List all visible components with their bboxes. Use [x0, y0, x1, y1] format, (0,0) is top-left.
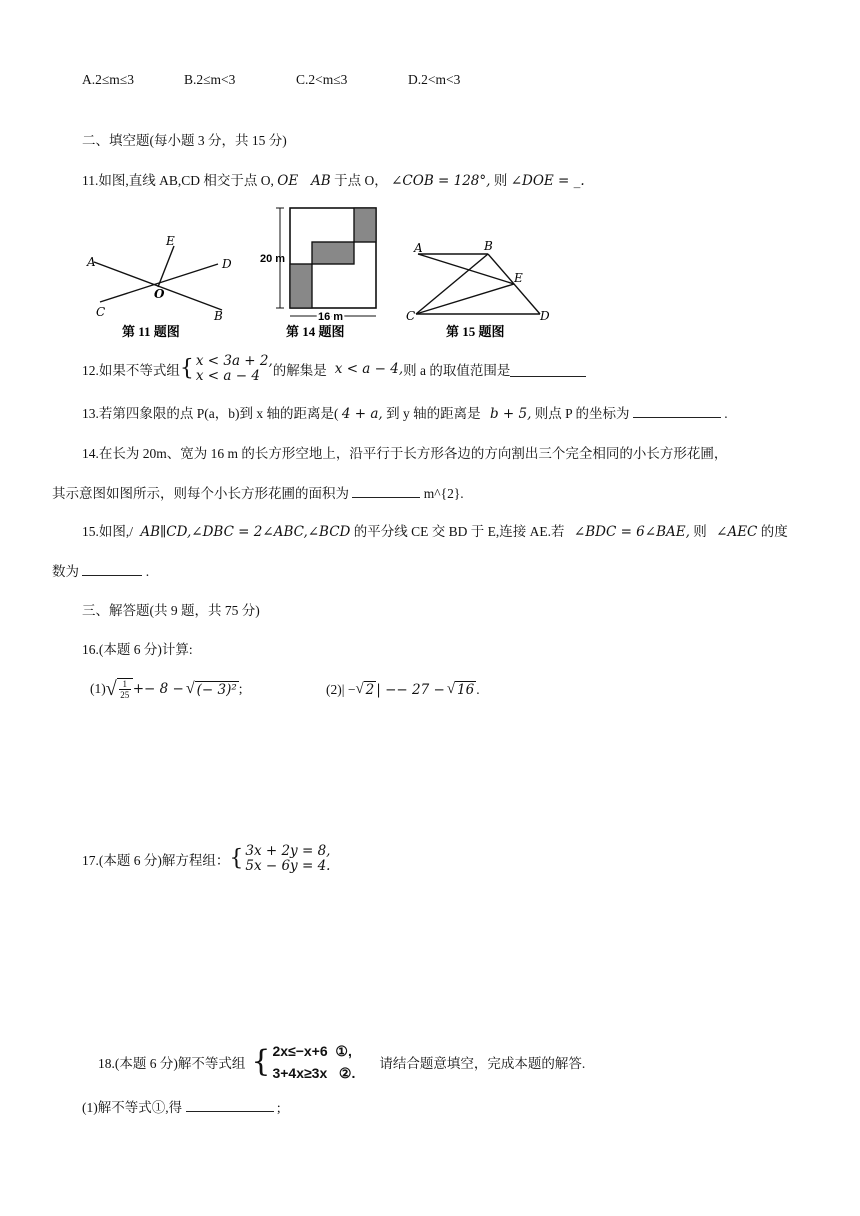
figure-11	[82, 232, 242, 340]
q17-row1: 3x + 2y = 8,	[245, 843, 331, 859]
q15-math1: AB∥CD,∠DBC = 2∠ABC,∠BCD	[140, 524, 351, 540]
q15-text-mid2: 则	[693, 524, 707, 539]
fig11-label-a: A	[87, 255, 96, 269]
fig11-label-c: C	[96, 305, 106, 319]
q15-answer-blank[interactable]	[82, 561, 142, 576]
q10-option-c: C.2<m≤3	[296, 72, 348, 87]
question-18-part1	[82, 1096, 281, 1116]
q16-p2-radical1: √	[355, 681, 364, 697]
q16-p1-frac-den: 25	[120, 690, 130, 700]
q18-brace: {	[251, 1044, 271, 1079]
q18-text-suffix: 请结合题意填空，完成本题的解答.	[379, 1056, 586, 1071]
question-16-title: 16.(本题 6 分)计算:	[82, 642, 193, 657]
question-15-line2	[52, 560, 149, 580]
q16-p2-sqrt2: 16	[457, 682, 475, 698]
section-title-solutions: 三、解答题(共 9 题，共 75 分)	[82, 603, 260, 618]
q18-part1-answer-blank[interactable]	[186, 1097, 274, 1112]
fig15-label-b: B	[484, 239, 493, 253]
q18-part1-end: ;	[276, 1100, 281, 1115]
fig11-caption: 第 11 题图	[122, 324, 180, 339]
q12-math: x < a − 4,	[334, 361, 404, 377]
q12-text-suffix: 则 a 的取值范围是	[403, 363, 511, 378]
q13-text-suffix: 则点 P 的坐标为	[534, 406, 630, 421]
q17-row2: 5x − 6y = 4.	[245, 858, 331, 874]
q13-text-mid: 到 y 轴的距离是	[386, 406, 481, 421]
q16-p2-sqrt1: 2	[365, 682, 375, 698]
q17-text: 17.(本题 6 分)解方程组：	[82, 853, 230, 868]
question-16-part1	[90, 678, 243, 700]
fig14-height-label: 20 m	[260, 253, 286, 265]
q16-p1-frac-num: 1	[122, 679, 127, 689]
q12-brace: {	[179, 356, 194, 381]
section-title-fill-in: 二、填空题(每小题 3 分，共 15 分)	[82, 133, 287, 148]
q15-text-line2: 数为	[52, 564, 79, 579]
q13-answer-blank[interactable]	[633, 403, 721, 418]
q12-answer-blank[interactable]	[510, 362, 586, 377]
fig15-label-a: A	[414, 241, 423, 255]
fig14-caption: 第 14 题图	[286, 324, 345, 339]
fig14-width-label: 16 m	[318, 311, 344, 323]
q18-part1-text: (1)解不等式①,得	[82, 1100, 183, 1115]
question-14-line1: 14.在长为 20m、宽为 16 m 的长方形空地上，沿平行于长方形各边的方向割出三个完全相同的小长方形花圃，	[82, 446, 728, 461]
q12-text: 12.如果不等式组	[82, 363, 180, 378]
question-14-line2	[52, 482, 464, 502]
q17-brace: {	[229, 846, 244, 871]
fig11-label-d: D	[222, 257, 232, 271]
q12-row2: x < a − 4	[195, 368, 260, 384]
q16-p1-fraction	[117, 678, 133, 700]
q16-p1-radical: √	[105, 678, 117, 700]
question-15-line1	[82, 520, 788, 540]
q16-p2-mid: | −− 27 −	[376, 681, 445, 698]
q15-text-suffix: 的度	[760, 524, 788, 539]
q12-text-mid: 的解集是	[272, 363, 327, 378]
question-16-part2	[326, 681, 480, 698]
figure-14	[258, 202, 384, 342]
fig15-label-d: D	[540, 309, 550, 323]
question-11	[82, 169, 585, 189]
fig11-label-b: B	[214, 309, 223, 323]
q13-math1: 4 + a,	[341, 406, 383, 422]
fig15-label-e: E	[514, 271, 523, 285]
q16-p1-label: (1)	[90, 681, 106, 696]
q18-row2: 3+4x≥3x ②.	[272, 1065, 356, 1081]
q14-answer-blank[interactable]	[352, 483, 420, 498]
q13-end: .	[724, 406, 728, 421]
fig15-caption: 第 15 题图	[446, 324, 505, 339]
q15-math3: ∠AEC	[716, 524, 758, 540]
q11-math-angle: ∠COB = 128°,	[391, 173, 491, 189]
q14-text: 其示意图如图所示，则每个小长方形花圃的面积为	[52, 486, 349, 501]
q15-math2: ∠BDC = 6∠BAE,	[573, 524, 690, 540]
question-13	[82, 402, 728, 422]
q14-unit: m^{2}.	[423, 486, 464, 501]
q18-text: 18.(本题 6 分)解不等式组	[98, 1056, 246, 1071]
question-18	[98, 1040, 585, 1084]
q11-math-answer: ∠DOE = _.	[510, 173, 585, 189]
q16-p2-label: (2)| −	[326, 681, 356, 697]
question-17	[82, 844, 330, 874]
q10-option-a: A.2≤m≤3	[82, 72, 134, 87]
q11-text: 11.如图,直线 AB,CD 相交于点 O,	[82, 173, 274, 188]
q16-p1-rest: +− 8 −	[132, 681, 184, 697]
q11-text-mid: 于点 O，	[334, 173, 388, 188]
q16-p1-end: ;	[238, 681, 243, 696]
q12-inequality-system	[180, 354, 273, 384]
figure-15	[404, 236, 554, 340]
q15-end: .	[145, 564, 150, 579]
q18-inequality-system	[251, 1040, 355, 1084]
q16-p1-sqrt: (− 3)²	[196, 681, 237, 698]
q10-option-d: D.2<m<3	[408, 72, 461, 87]
fig11-label-o: O	[154, 287, 165, 301]
q18-row1: 2x≤−x+6 ①,	[272, 1043, 352, 1059]
fig11-label-e: E	[166, 234, 175, 248]
q15-text: 15.如图,/	[82, 524, 134, 539]
q15-text-mid: 的平分线 CE 交 BD 于 E,连接 AE.若	[353, 524, 565, 539]
question-12	[82, 354, 586, 384]
q17-equation-system	[229, 844, 330, 874]
q13-math2: b + 5,	[489, 406, 532, 422]
q16-p2-radical2: √	[446, 681, 456, 697]
q10-option-b: B.2≤m<3	[184, 72, 236, 87]
q13-text: 13.若第四象限的点 P(a，b)到 x 轴的距离是(	[82, 406, 339, 421]
q16-p1-radical2: √	[185, 680, 195, 697]
q11-text-mid2: 则	[493, 173, 508, 188]
q11-math-perp: OE AB	[277, 173, 331, 189]
fig15-label-c: C	[406, 309, 416, 323]
q16-p2-end: .	[476, 681, 480, 697]
q12-row1: x < 3a + 2,	[195, 353, 273, 369]
